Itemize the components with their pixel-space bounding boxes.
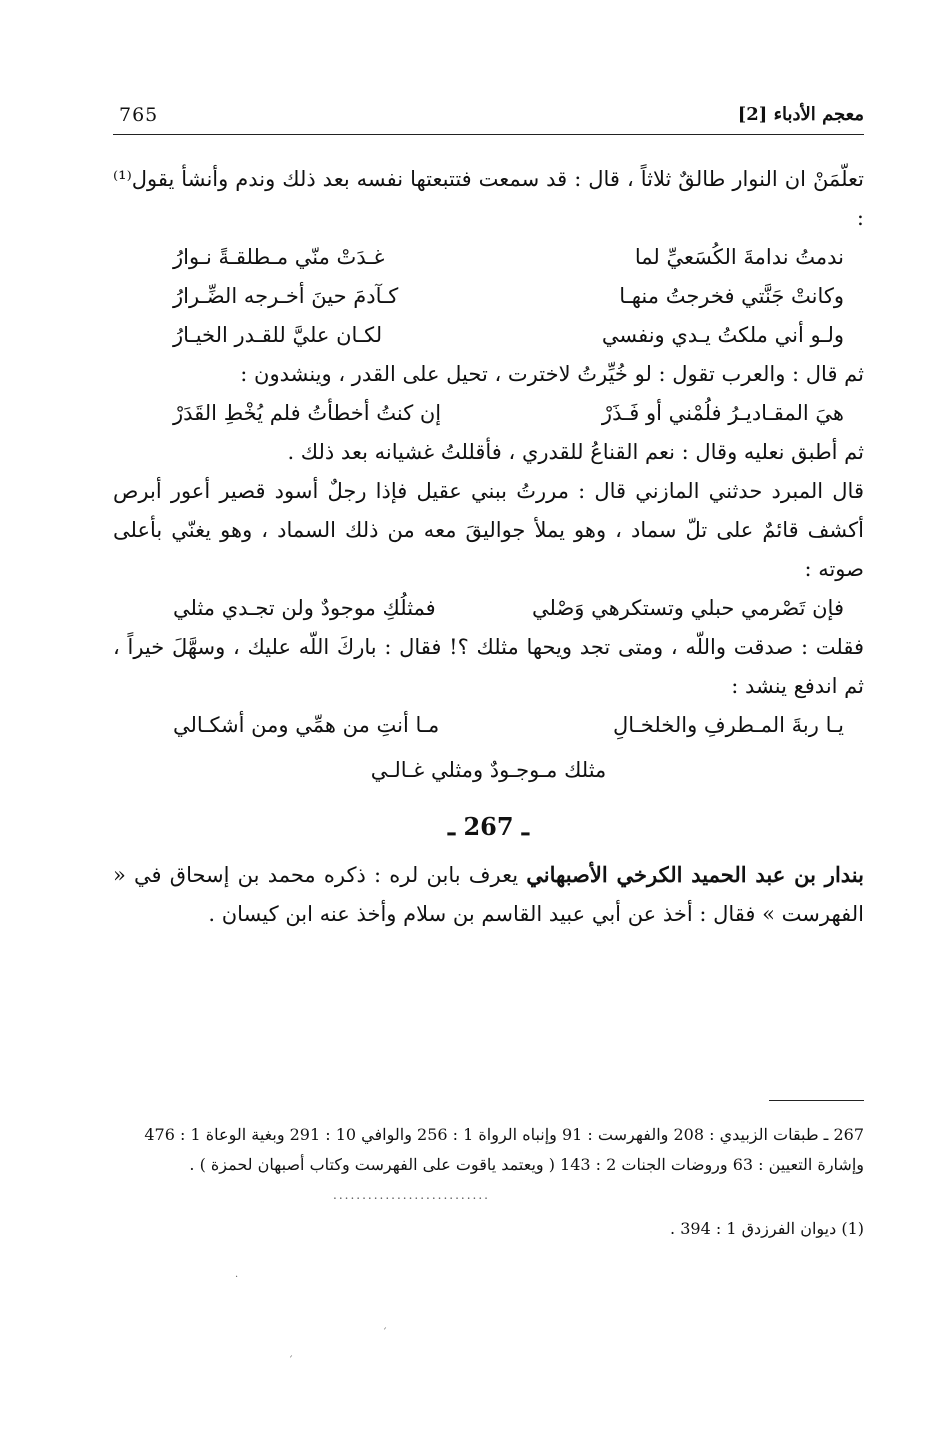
- main-text: [113, 160, 864, 934]
- verse-line: [113, 316, 864, 355]
- scan-speck: ·: [235, 1272, 239, 1283]
- entry-paragraph: [113, 855, 864, 934]
- verse-line: [113, 238, 864, 277]
- verse-centered-line: مثلك مـوجـودٌ ومثلي غـالـي: [370, 758, 607, 782]
- poem-1: [113, 238, 864, 355]
- paragraph-1: تعلّمَنْ ان النوار طالقٌ ثلاثاً ، قال : قد سمعت فتتبعتها نفسه بعد ذلك وندم وأنشأ يقول⁽¹⁾ :: [113, 167, 864, 230]
- verse-hemistich-1: وكانتْ جَنَّتي فخرجتُ منهـا: [619, 284, 844, 308]
- running-title: معجم الأدباء [2]: [737, 104, 864, 125]
- verse-hemistich-2: مـا أنتِ من همِّي ومن أشكـالي: [173, 713, 440, 737]
- page-header: [113, 100, 864, 134]
- page-number: 765: [119, 104, 159, 126]
- entry-text: يعرف بابن لره : ذكره محمد بن إسحاق في « الفهرست » فقال : أخذ عن أبي عبيد القاسم بن سلام وأخذ عنه ابن كيسان .: [113, 863, 864, 926]
- verse-hemistich-1: هيَ المقـاديـرُ فلُمْني أو فَـذَرْ: [601, 401, 844, 425]
- header-rule: [113, 134, 864, 135]
- verse-hemistich-2: فمثلُكِ موجودٌ ولن تجـدي مثلي: [173, 596, 436, 620]
- footnote-divider-dots: ...........................: [333, 1188, 490, 1202]
- entry-number: ـ 267 ـ: [448, 812, 529, 841]
- verse-line: [113, 394, 864, 433]
- verse-line: [113, 706, 864, 745]
- paragraph-3: ثم أطبق نعليه وقال : نعم القناعُ للقدري ، فأقللتُ غشيانه بعد ذلك .: [287, 440, 864, 464]
- verse-line: [113, 589, 864, 628]
- verse-hemistich-2: غـدَتْ منّي مـطلقـةً نـوارُ: [173, 245, 385, 269]
- footnote-sources: 267 ـ طبقات الزبيدي : 208 والفهرست : 91 وإنباه الرواة 1 : 256 والوافي 10 : 291 وبغية الوعاة 1 : 476 وإشارة التعيين : 63 وروضات الجنات 2 : 143 ( ويعتمد ياقوت على الفهرست وكتاب أصبهان لحمزة ) .: [144, 1125, 864, 1174]
- verse-hemistich-1: ولـو أني ملكتُ يـدي ونفسي: [601, 323, 844, 347]
- footnote-rule: [769, 1100, 864, 1101]
- verse-hemistich-1: فإن تَصْرمي حبلي وتستكرهي وَصْلي: [532, 596, 844, 620]
- scan-speck: ˊ: [382, 1328, 387, 1339]
- footnote-1: (1) ديوان الفرزدق 1 : 394 .: [670, 1219, 864, 1238]
- verse-hemistich-1: ندمتُ ندامةَ الكُسَعيِّ لما: [634, 245, 844, 269]
- paragraph-5: فقلت : صدقت واللّه ، ومتى تجد ويحها مثلك ؟! فقال : باركَ اللّه عليك ، وسهَّلَ خيراً ، ثم اندفع ينشد :: [113, 635, 864, 698]
- verse-hemistich-2: إن كنتُ أخطأتُ فلم يُخْطِ القَدَرْ: [173, 401, 442, 425]
- scan-speck: ˊ: [288, 1356, 293, 1367]
- entry-name: بندار بن عبد الحميد الكرخي الأصبهاني: [526, 862, 864, 887]
- paragraph-4: قال المبرد حدثني المازني قال : مررتُ ببني عقيل فإذا رجلٌ أسود قصير أعور أبرص أكشف قائمٌ على تلّ سماد ، وهو يملأ جواليقَ معه من ذلك السماد ، وهو يغنّي بأعلى صوته :: [113, 479, 864, 581]
- paragraph-2: ثم قال : والعرب تقول : لو خُيِّرتُ لاخترت ، تحيل على القدر ، وينشدون :: [240, 362, 864, 386]
- verse-hemistich-2: لكـان عليَّ للقـدر الخيـارُ: [173, 323, 383, 347]
- footnotes: [113, 1120, 864, 1244]
- verse-line: [113, 277, 864, 316]
- verse-hemistich-1: يـا ربةَ المـطرفِ والخلخـالِ: [612, 713, 844, 737]
- verse-hemistich-2: كـآدمَ حينَ أخـرجه الضِّـرارُ: [173, 284, 399, 308]
